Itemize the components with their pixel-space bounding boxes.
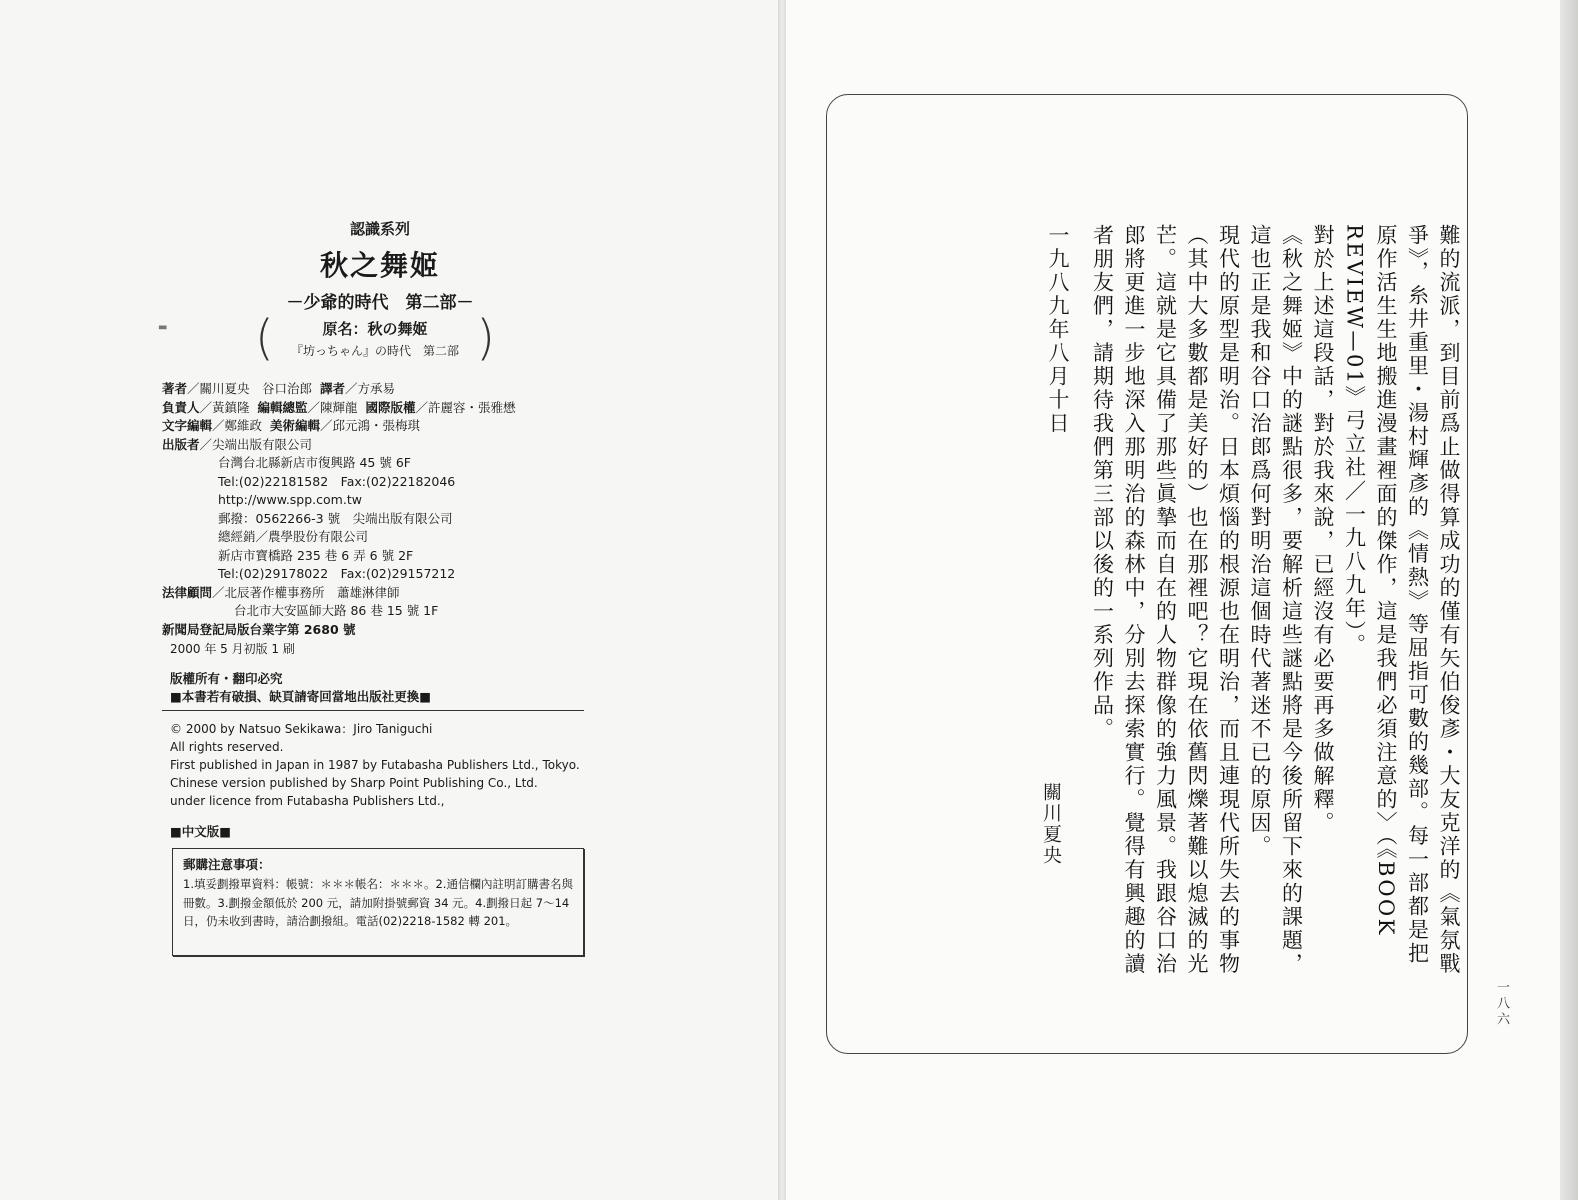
afterword-paragraph: 對於上述這段話，對於我來說，已經沒有必要再多做解釋。 (1311, 224, 1335, 835)
copyright-line: All rights reserved. (170, 740, 284, 754)
copyright-english (170, 720, 580, 810)
page-edge (1560, 0, 1578, 1200)
afterword-paragraph: 現代的原型是明治。日本煩惱的根源也在明治，而且連現代所失去的事物（其中大多數都是美好的）也在那裡吧？它現在依舊閃爍著難以熄滅的光芒。這就是它具備了那些眞摯而自在的人物群像的強力風景。我跟谷口治郎將更進一步地深入那明治的森林中，分別去探索實行。覺得有興趣的讀者朋友們，請期待我們第三部以後的一系列作品。 (1090, 224, 1241, 976)
translator-value: ／方承易 (345, 381, 396, 396)
book-spine (778, 0, 786, 1200)
original-subtitle: 『坊っちゃん』の時代 第二部 (290, 344, 459, 358)
publisher-address: 台灣台北縣新店市復興路 45 號 6F (218, 455, 411, 470)
book-subtitle: －少爺的時代 第二部－ (286, 293, 474, 313)
original-title: 原名：秋の舞姬 (322, 320, 428, 338)
original-title-block (255, 310, 495, 366)
chief-editor-value: ／陳輝龍 (307, 399, 358, 415)
intl-rights-value: ／許麗容・張雅懋 (415, 399, 516, 415)
author-value: ／關川夏央 谷口治郎 (187, 381, 313, 396)
left-page-colophon (0, 0, 778, 1200)
stray-print-mark: ▬ (158, 322, 168, 333)
afterword-paragraph: 《秋之舞姬》中的謎點很多，要解析這些謎點將是今後所留下來的課題，這也正是我和谷口治郎爲何對明治這個時代著迷不已的原因。 (1248, 224, 1304, 976)
right-parenthesis: ) (476, 310, 495, 366)
art-editor-label: 美術編輯 (269, 418, 320, 433)
print-edition: 2000 年 5 月初版 1 刷 (170, 642, 295, 656)
publisher-label: 出版者 (162, 436, 200, 452)
credit-legal-line (162, 584, 602, 603)
chief-editor-label: 編輯總監 (257, 399, 308, 415)
distributor-address: 新店市寶橋路 235 巷 6 弄 6 號 2F (218, 547, 414, 563)
credit-author-line (162, 380, 602, 399)
page-number: 一八六 (1494, 980, 1509, 1028)
legal-label: 法律顧問 (162, 584, 213, 600)
book-title: 秋之舞姬 (319, 249, 440, 282)
copyright-line: First published in Japan in 1987 by Futabasha Publishers Ltd., Tokyo. (170, 758, 580, 772)
text-editor-label: 文字編輯 (162, 418, 213, 433)
author-label: 著者 (162, 381, 188, 396)
postal-account: 郵撥：0562266-3 號 尖端出版有限公司 (218, 510, 453, 526)
text-editor-value: ／鄭維政 (212, 418, 263, 433)
credit-editor-line (162, 417, 602, 436)
right-page-afterword (786, 0, 1578, 1200)
intl-rights-label: 國際版權 (365, 399, 416, 415)
chinese-edition-label: ■中文版■ (170, 824, 232, 839)
afterword-body (1086, 224, 1464, 984)
legal-address: 台北市大安區師大路 86 巷 15 號 1F (234, 603, 439, 618)
afterword-date: 一九八九年八月十日 (1046, 224, 1070, 436)
credit-publisher-line (162, 436, 602, 455)
damaged-notice: ■本書若有破損、缺頁請寄回當地出版社更換■ (170, 689, 432, 704)
rights-reserved: 版權所有・翻印必究 (170, 671, 283, 686)
responsible-label: 負責人 (162, 399, 200, 415)
credit-responsible-line (162, 399, 602, 418)
author-signature: 關川夏央 (1040, 782, 1062, 866)
copyright-line: under licence from Futabasha Publishers Ltd., (170, 794, 445, 808)
left-parenthesis: ( (255, 310, 274, 366)
mail-order-box (172, 848, 584, 956)
distributor-tel: Tel:(02)29178022 Fax:(02)29157212 (218, 566, 456, 581)
publisher-tel: Tel:(02)22181582 Fax:(02)22182046 (218, 473, 456, 489)
registration-number (162, 621, 602, 640)
mail-order-title: 郵購注意事項： (183, 857, 271, 872)
copyright-line: © 2000 by Natsuo Sekikawa：Jiro Taniguchi (170, 722, 433, 736)
divider-line (162, 710, 584, 711)
credits-block (162, 380, 602, 639)
publisher-url: http://www.spp.com.tw (218, 492, 362, 507)
legal-value: ／北辰著作權事務所 蕭雄淋律師 (212, 584, 400, 600)
series-name: 認識系列 (349, 220, 410, 238)
art-editor-value: ／邱元鴻・張梅琪 (320, 418, 421, 433)
translator-label: 譯者 (319, 381, 345, 396)
mail-order-body: 1.填妥劃撥單資料：帳號：＊＊＊帳名：＊＊＊。2.通信欄內註明訂購書名與冊數。3.劃撥金額低於 200 元，請加附掛號郵資 34 元。4.劃撥日起 7～14 日，仍未收到書時，請洽劃撥組。電話(02)2218-1582 轉 201。 (183, 877, 573, 928)
publisher-value: ／尖端出版有限公司 (199, 436, 313, 452)
rights-block (170, 670, 431, 706)
responsible-value: ／黃鎮隆 (199, 399, 250, 415)
registration-text: 新聞局登記局版台業字第 2680 號 (162, 621, 356, 637)
afterword-paragraph: 難的流派，到目前爲止做得算成功的僅有矢伯俊彥・大友克洋的《氣氛戰爭》，糸井重里・湯村輝彥的《情熱》等屈指可數的幾部。每一部都是把原作活生生地搬進漫畫裡面的傑作，這是我們必須注意的〉（《BOOK REVIEW—01》弓立社／一九八九年）。 (1342, 224, 1461, 976)
distributor: 總經銷／農學股份有限公司 (218, 529, 369, 544)
copyright-line: Chinese version published by Sharp Point Publishing Co., Ltd. (170, 776, 538, 790)
